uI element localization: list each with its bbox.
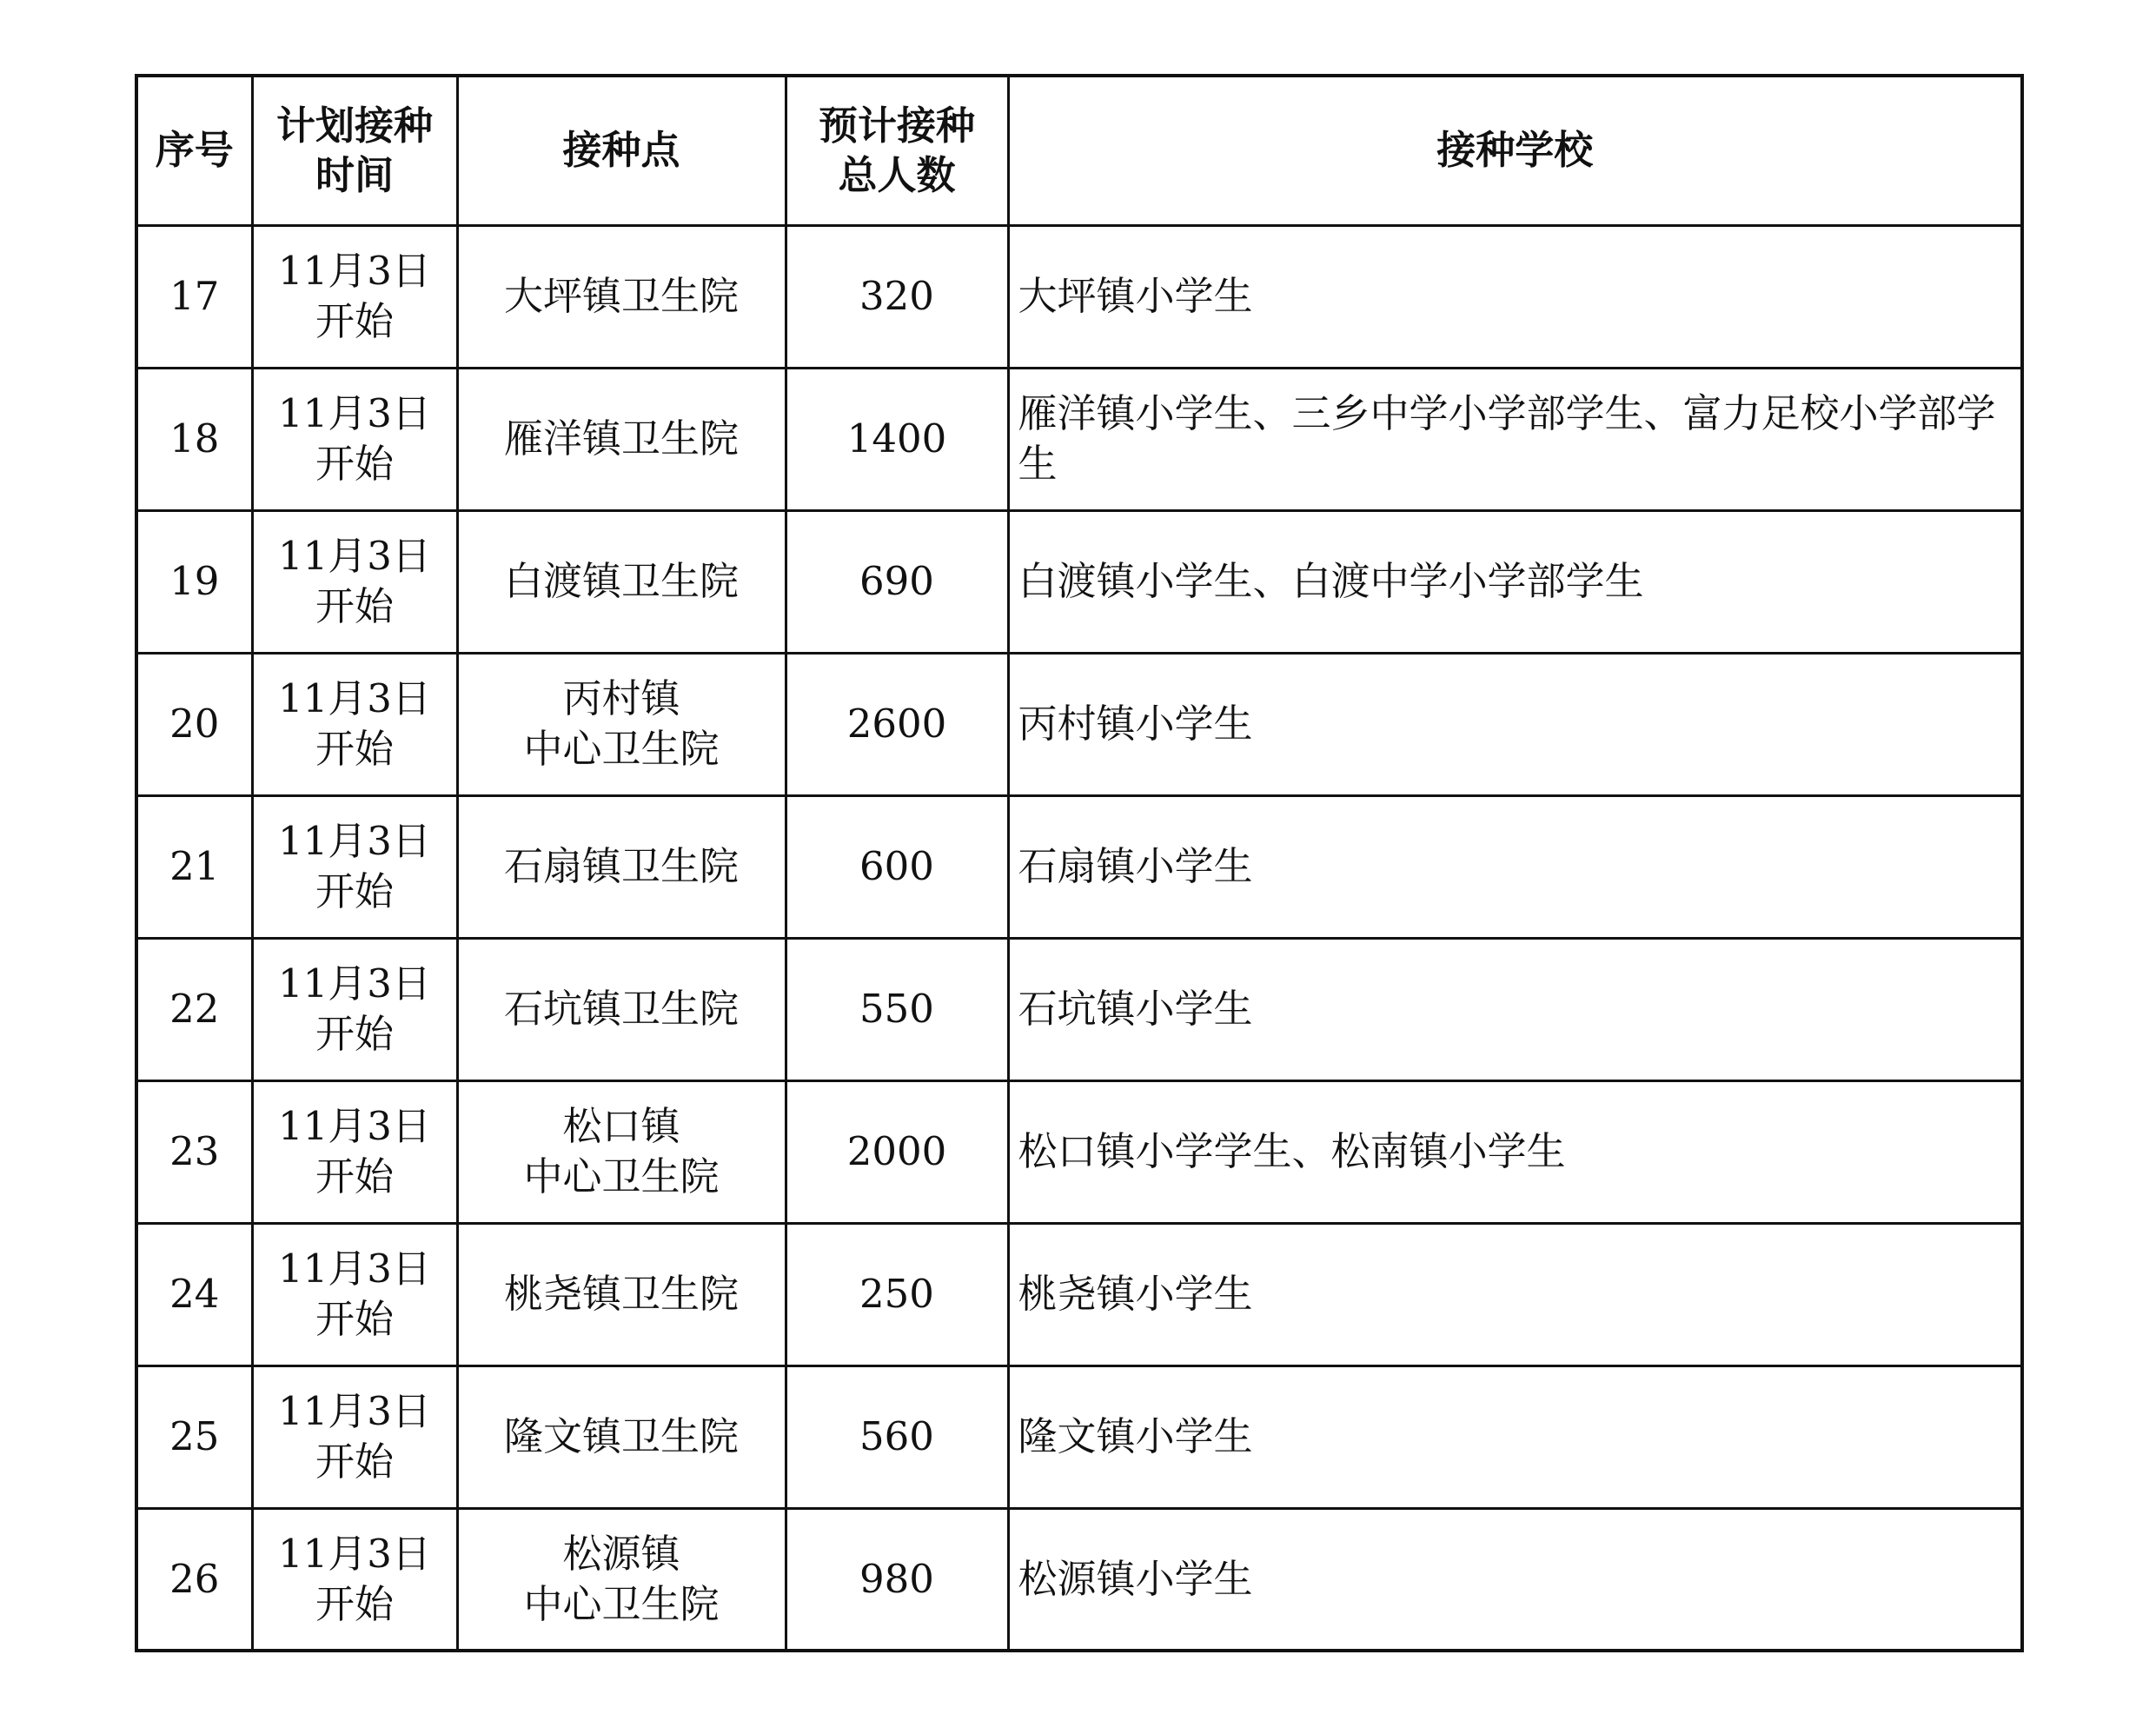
school-list: 松源镇小学生 (1018, 1555, 1253, 1602)
row-number: 21 (169, 843, 220, 890)
table-row (136, 225, 2022, 368)
expected-total: 250 (859, 1271, 934, 1318)
site-name-line1: 隆文镇卫生院 (503, 1413, 739, 1460)
table-row (136, 938, 2022, 1080)
table-row (136, 795, 2022, 938)
planned-date-suffix: 开始 (315, 726, 394, 772)
vaccination-schedule-table (135, 74, 2024, 1652)
cell-site (457, 1366, 786, 1508)
cell-school (1008, 225, 2022, 368)
planned-date: 11月3日 (278, 1246, 431, 1292)
cell-school (1008, 795, 2022, 938)
school-list: 松口镇小学学生、松南镇小学生 (1018, 1128, 1566, 1175)
header-time (252, 76, 457, 225)
cell-site (457, 653, 786, 795)
row-number: 18 (169, 415, 220, 462)
cell-site (457, 1508, 786, 1651)
row-number: 25 (169, 1413, 220, 1460)
planned-date: 11月3日 (278, 248, 431, 295)
cell-total (786, 225, 1008, 368)
table-row (136, 1080, 2022, 1223)
row-number: 23 (169, 1128, 220, 1175)
cell-no (136, 225, 252, 368)
planned-date-suffix: 开始 (315, 1439, 394, 1485)
planned-date: 11月3日 (278, 1103, 431, 1150)
planned-date: 11月3日 (278, 390, 431, 437)
table-row (136, 1366, 2022, 1508)
header-total-line1: 预计接种 (818, 102, 975, 149)
cell-no (136, 938, 252, 1080)
school-list: 丙村镇小学生 (1018, 701, 1253, 748)
table-header (136, 76, 2022, 225)
site-name-line1: 雁洋镇卫生院 (503, 415, 739, 462)
site-name-line1: 石坑镇卫生院 (503, 986, 739, 1033)
expected-total: 320 (859, 273, 934, 320)
expected-total: 1400 (846, 415, 947, 462)
table-body (136, 225, 2022, 1651)
school-list: 石扇镇小学生 (1018, 843, 1253, 890)
header-time-line2: 时间 (315, 152, 394, 199)
planned-date: 11月3日 (278, 675, 431, 722)
table-row (136, 510, 2022, 653)
cell-school (1008, 938, 2022, 1080)
cell-total (786, 368, 1008, 510)
cell-time (252, 653, 457, 795)
site-name-line1: 桃尧镇卫生院 (503, 1271, 739, 1318)
site-name-line1: 石扇镇卫生院 (503, 843, 739, 890)
cell-no (136, 1080, 252, 1223)
school-list: 石坑镇小学生 (1018, 986, 1253, 1033)
planned-date-suffix: 开始 (315, 1296, 394, 1342)
expected-total: 560 (859, 1413, 934, 1460)
planned-date: 11月3日 (278, 1531, 431, 1578)
school-list: 桃尧镇小学生 (1018, 1271, 1253, 1318)
header-site-label: 接种点 (562, 127, 680, 174)
row-number: 26 (169, 1555, 220, 1602)
cell-total (786, 938, 1008, 1080)
cell-no (136, 653, 252, 795)
cell-school (1008, 653, 2022, 795)
cell-time (252, 1366, 457, 1508)
planned-date: 11月3日 (278, 960, 431, 1007)
cell-time (252, 368, 457, 510)
header-row (136, 76, 2022, 225)
site-name-line2: 中心卫生院 (523, 726, 720, 772)
header-time-line1: 计划接种 (275, 102, 433, 149)
site-name-line2: 中心卫生院 (523, 1580, 720, 1627)
header-total (786, 76, 1008, 225)
cell-time (252, 938, 457, 1080)
header-no-label: 序号 (155, 127, 234, 174)
school-list: 大坪镇小学生 (1018, 273, 1253, 320)
cell-total (786, 1223, 1008, 1366)
cell-site (457, 795, 786, 938)
table-row (136, 368, 2022, 510)
cell-school (1008, 1223, 2022, 1366)
cell-school (1008, 1366, 2022, 1508)
planned-date-suffix: 开始 (315, 868, 394, 914)
cell-time (252, 225, 457, 368)
expected-total: 2600 (846, 701, 947, 748)
cell-no (136, 368, 252, 510)
expected-total: 550 (859, 986, 934, 1033)
expected-total: 2000 (846, 1128, 947, 1175)
cell-total (786, 510, 1008, 653)
row-number: 19 (169, 558, 220, 605)
planned-date-suffix: 开始 (315, 1011, 394, 1057)
cell-no (136, 510, 252, 653)
school-list: 隆文镇小学生 (1018, 1413, 1253, 1460)
cell-total (786, 1366, 1008, 1508)
planned-date-suffix: 开始 (315, 1580, 394, 1627)
cell-time (252, 1508, 457, 1651)
planned-date: 11月3日 (278, 533, 431, 580)
row-number: 24 (169, 1271, 220, 1318)
cell-site (457, 225, 786, 368)
cell-site (457, 510, 786, 653)
cell-time (252, 510, 457, 653)
cell-school (1008, 510, 2022, 653)
table-row (136, 1508, 2022, 1651)
cell-total (786, 653, 1008, 795)
cell-school (1008, 1080, 2022, 1223)
cell-school (1008, 368, 2022, 510)
site-name-line2: 中心卫生院 (523, 1153, 720, 1199)
cell-total (786, 795, 1008, 938)
header-total-line2: 总人数 (838, 152, 956, 199)
planned-date-suffix: 开始 (315, 1153, 394, 1199)
cell-no (136, 1366, 252, 1508)
cell-no (136, 1508, 252, 1651)
vaccination-schedule-sheet (135, 74, 2020, 1652)
table-row (136, 1223, 2022, 1366)
table-row (136, 653, 2022, 795)
planned-date: 11月3日 (278, 818, 431, 865)
site-name-line1: 丙村镇 (562, 675, 680, 722)
cell-total (786, 1080, 1008, 1223)
cell-no (136, 795, 252, 938)
site-name-line1: 白渡镇卫生院 (503, 558, 739, 605)
expected-total: 690 (859, 558, 934, 605)
planned-date-suffix: 开始 (315, 298, 394, 344)
cell-no (136, 1223, 252, 1366)
planned-date: 11月3日 (278, 1388, 431, 1435)
cell-school (1008, 1508, 2022, 1651)
cell-time (252, 795, 457, 938)
site-name-line1: 大坪镇卫生院 (503, 273, 739, 320)
school-list: 雁洋镇小学生、三乡中学小学部学生、富力足校小学部学生 (1018, 390, 1996, 487)
cell-site (457, 368, 786, 510)
cell-time (252, 1223, 457, 1366)
school-list: 白渡镇小学生、白渡中学小学部学生 (1018, 558, 1644, 605)
cell-site (457, 1080, 786, 1223)
cell-time (252, 1080, 457, 1223)
header-school (1008, 76, 2022, 225)
header-no (136, 76, 252, 225)
planned-date-suffix: 开始 (315, 583, 394, 629)
planned-date-suffix: 开始 (315, 441, 394, 487)
expected-total: 980 (859, 1555, 934, 1602)
cell-total (786, 1508, 1008, 1651)
cell-site (457, 1223, 786, 1366)
site-name-line1: 松口镇 (562, 1103, 680, 1150)
header-site (457, 76, 786, 225)
cell-site (457, 938, 786, 1080)
header-school-label: 接种学校 (1436, 127, 1594, 174)
row-number: 20 (169, 701, 220, 748)
row-number: 17 (169, 273, 220, 320)
row-number: 22 (169, 986, 220, 1033)
site-name-line1: 松源镇 (562, 1531, 680, 1578)
expected-total: 600 (859, 843, 934, 890)
